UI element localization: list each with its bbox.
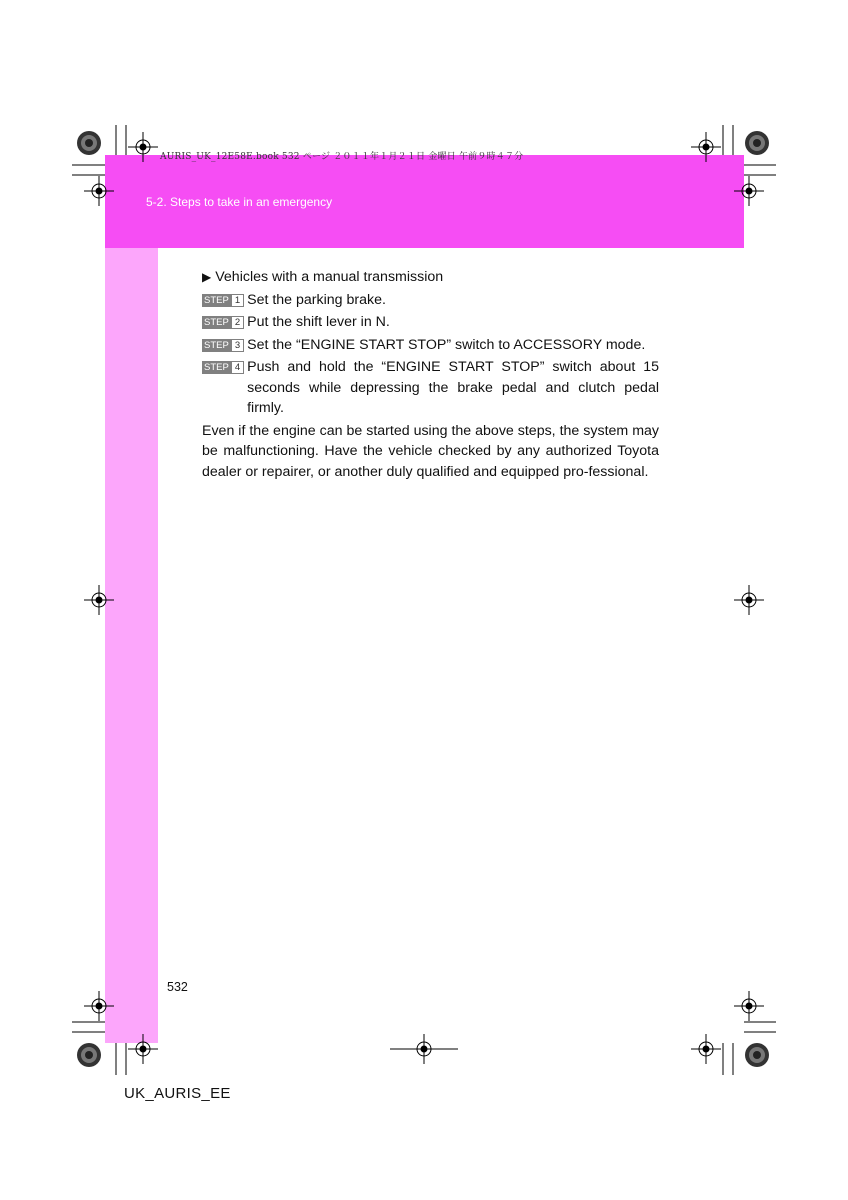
registration-mark-icon	[734, 176, 764, 206]
color-target-icon	[77, 1043, 101, 1067]
section-title: 5-2. Steps to take in an emergency	[146, 195, 333, 209]
book-meta-line: AURIS_UK_12E58E.book 532 ページ ２０１１年１月２１日 金曜日 午前９時４７分	[160, 152, 524, 162]
step-badge: STEP 4	[202, 361, 244, 374]
step-text: Set the parking brake.	[247, 291, 386, 308]
step-badge: STEP 3	[202, 339, 244, 352]
page-number: 532	[167, 980, 188, 994]
step-text: Set the “ENGINE START STOP” switch to ACCESSORY mode.	[247, 336, 646, 353]
registration-mark-icon	[691, 132, 721, 162]
step-text: Put the shift lever in N.	[247, 314, 390, 330]
color-target-icon	[77, 131, 101, 155]
note-paragraph: Even if the engine can be started using the above steps, the system may be malfunctioning. Have the vehicle checked by any authorized Toyota dealer or repairer, or another duly qualified and equipped pro-fessional.	[202, 422, 659, 480]
registration-mark-icon	[734, 991, 764, 1021]
intro-text: Vehicles with a manual transmission	[215, 269, 444, 285]
step-text: Push and hold the “ENGINE START STOP” switch about 15 seconds while depressing the brake pedal and clutch pedal firmly.	[247, 359, 659, 416]
registration-mark-icon	[691, 1034, 721, 1064]
registration-mark-icon	[128, 1034, 158, 1064]
registration-mark-icon	[128, 132, 158, 162]
color-target-icon	[745, 131, 769, 155]
footer-code: UK_AURIS_EE	[124, 1085, 231, 1102]
color-target-icon	[745, 1043, 769, 1067]
registration-mark-icon	[734, 585, 764, 615]
step-badge: STEP 1	[202, 294, 244, 307]
registration-mark-icon	[84, 991, 114, 1021]
registration-mark-icon	[84, 176, 114, 206]
crop-lines	[72, 125, 776, 1075]
step-badge: STEP 2	[202, 316, 244, 329]
registration-mark-icon	[84, 585, 114, 615]
triangle-bullet-icon: ▶	[202, 270, 212, 284]
